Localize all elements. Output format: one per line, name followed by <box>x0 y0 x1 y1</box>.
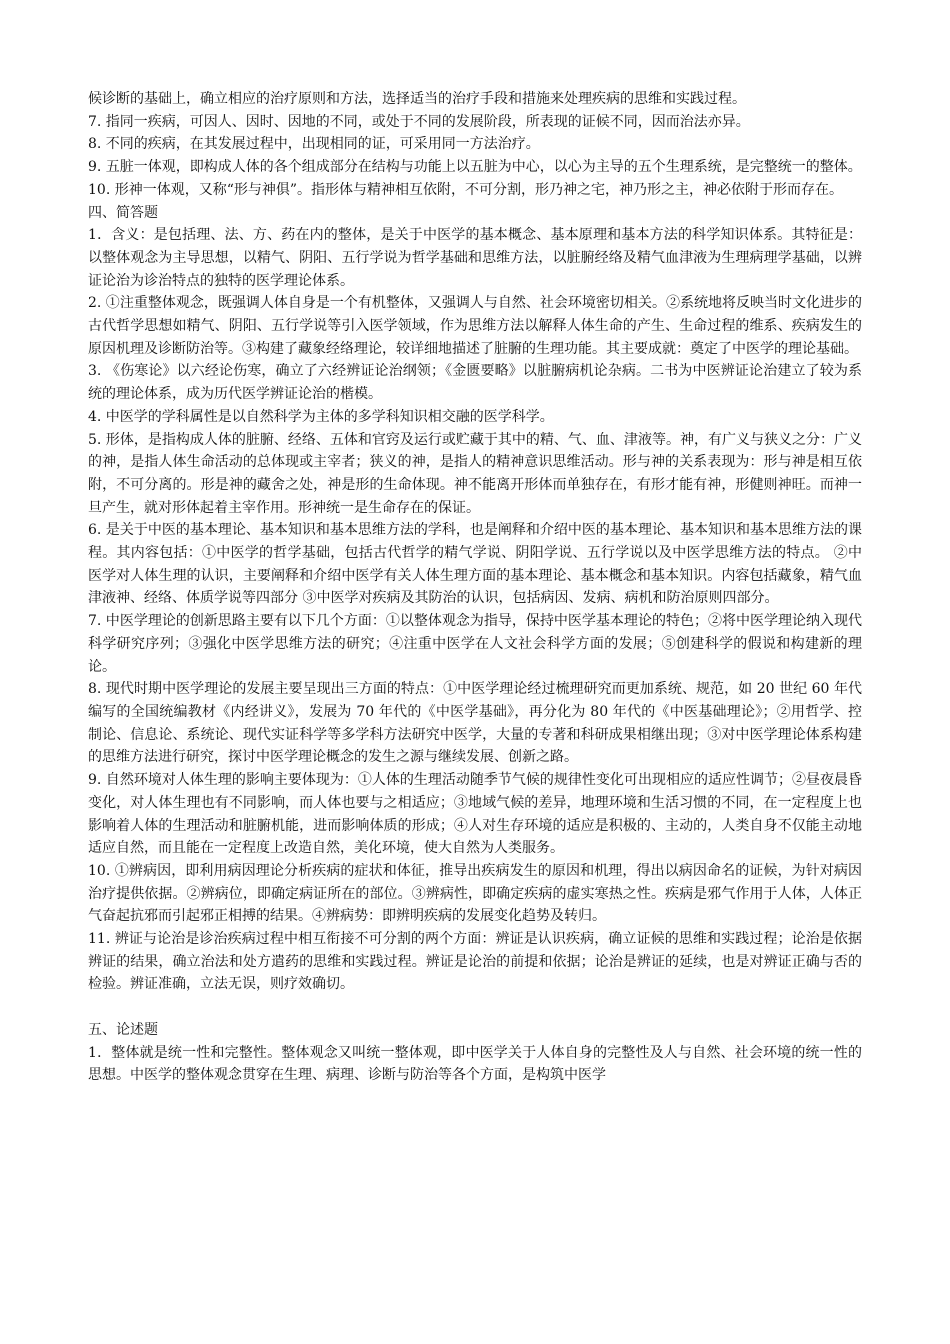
answer-item-9: 9. 自然环境对人体生理的影响主要体现为：①人体的生理活动随季节气候的规律性变化可出现相应的适应性调节；②昼夜晨昏变化，对人体生理也有不同影响，而人体也要与之相适应；③地域气候的差异，地理环境和生活习惯的不同，在一定程度上也影响着人体的生理活动和脏腑机能，进而影响体质的形成；④人对生存环境的适应是积极的、主动的，人类自身不仅能主动地适应自然，而且能在一定程度上改造自然，美化环境，使大自然为人类服务。 <box>88 772 862 857</box>
answer-item-11: 11. 辨证与论治是诊治疾病过程中相互衔接不可分割的两个方面：辨证是认识疾病，确立证候的思维和实践过程；论治是依据辨证的结果，确立治法和处方遣药的思维和实践过程。辨证是论治的前提和依据；论治是辨证的延续，也是对辨证正确与否的检验。辨证准确，立法无误，则疗效确切。 <box>88 931 862 993</box>
answer-item-10: 10. ①辨病因，即利用病因理论分析疾病的症状和体征，推导出疾病发生的原因和机理，得出以病因命名的证候，为针对病因治疗提供依据。②辨病位，即确定病证所在的部位。③辨病性，即确定疾病的虚实寒热之性。疾病是邪气作用于人体，人体正气奋起抗邪而引起邪正相搏的结果。④辨病势：即辨明疾病的发展变化趋势及转归。 <box>88 862 862 925</box>
answer-item-6: 6. 是关于中医的基本理论、基本知识和基本思维方法的学科，也是阐释和介绍中医的基本理论、基本知识和基本思维方法的课程。其内容包括：①中医学的哲学基础，包括古代哲学的精气学说、阴阳学说、五行学说以及中医学思维方法的特点。 ②中医学对人体生理的认识，主要阐释和介绍中医学有关人体生理方面的基本理论、基本概念和基本知识。内容包括藏象，精气血津液神、经络、体质学说等四部分 ③中医学对疾病及其防治的认识，包括病因、发病、病机和防治原则四部分。 <box>88 522 862 607</box>
answer-item-4: 4. 中医学的学科属性是以自然科学为主体的多学科知识相交融的医学科学。 <box>88 408 554 425</box>
paragraph-item-8: 8. 不同的疾病，在其发展过程中，出现相同的证，可采用同一方法治疗。 <box>88 136 540 153</box>
paragraph-continuation: 候诊断的基础上，确立相应的治疗原则和方法，选择适当的治疗手段和措施来处理疾病的思维和实践过程。 <box>88 91 746 107</box>
section-title-short-answer: 四、简答题 <box>88 204 158 221</box>
paragraph-item-7: 7. 指同一疾病，可因人、因时、因地的不同，或处于不同的发展阶段，所表现的证候不同，因而治法亦异。 <box>88 113 750 130</box>
answer-item-7: 7. 中医学理论的创新思路主要有以下几个方面：①以整体观念为指导，保持中医学基本理论的特色；②将中医学理论纳入现代科学研究序列；③强化中医学思维方法的研究；④注重中医学在人文社会科学方面的发展；⑤创建科学的假说和构建新的理论。 <box>88 613 862 675</box>
document-page <box>88 88 862 1087</box>
answer-item-8: 8. 现代时期中医学理论的发展主要呈现出三方面的特点：①中医学理论经过梳理研究而更加系统、规范，如 20 世纪 60 年代编写的全国统编教材《内经讲义》，发展为 70 年代的《中医学基础》，再分化为 80 年代的《中医基础理论》；②用哲学、控制论、信息论、系统论、现代实证科学等多学科方法研究中医学，大量的专著和科研成果相继出现；③对中医学理论体系构建的思维方法进行研究，探讨中医学理论概念的发生之源与继续发展、创新之路。 <box>88 681 862 766</box>
paragraph-item-9: 9. 五脏一体观，即构成人体的各个组成部分在结构与功能上以五脏为中心，以心为主导的五个生理系统，是完整统一的整体。 <box>88 159 862 176</box>
section-title-essay: 五、论述题 <box>88 1021 158 1038</box>
answer-item-5: 5. 形体，是指构成人体的脏腑、经络、五体和官窍及运行或贮藏于其中的精、气、血、津液等。神，有广义与狭义之分：广义的神，是指人体生命活动的总体现或主宰者；狭义的神，是指人的精神意识思维活动。形与神的关系表现为：形与神是相互依附，不可分离的。形是神的藏舍之处，神是形的生命体现。神不能离开形体而单独存在，有形才能有神，形健则神旺。而神一旦产生，就对形体起着主宰作用。形神统一是生命存在的保证。 <box>88 431 862 516</box>
blank-line <box>88 996 862 1019</box>
paragraph-item-10: 10. 形神一体观，又称“形与神俱”。指形体与精神相互依附，不可分割，形乃神之宅，神乃形之主，神必依附于形而存在。 <box>88 181 844 198</box>
answer-item-2: 2. ①注重整体观念，既强调人体自身是一个有机整体，又强调人与自然、社会环境密切相关。②系统地将反映当时文化进步的古代哲学思想如精气、阴阳、五行学说等引入医学领域，作为思维方法以解释人体生命的产生、生命过程的维系、疾病发生的原因机理及诊断防治等。③构建了藏象经络理论，较详细地描述了脏腑的生理功能。其主要成就：奠定了中医学的理论基础。 <box>88 295 862 357</box>
answer-item-1: 1．含义：是包括理、法、方、药在内的整体，是关于中医学的基本概念、基本原理和基本方法的科学知识体系。其特征是：以整体观念为主导思想，以精气、阴阳、五行学说为哲学基础和思维方法，以脏腑经络及精气血津液为生理病理学基础，以辨证论治为诊治特点的独特的医学理论体系。 <box>88 227 862 289</box>
answer-item-3: 3. 《伤寒论》以六经论伤寒，确立了六经辨证论治纲领；《金匮要略》以脏腑病机论杂病。二书为中医辨证论治建立了较为系统的理论体系，成为历代医学辨证论治的楷模。 <box>88 363 862 403</box>
essay-item-1: 1．整体就是统一性和完整性。整体观念又叫统一整体观，即中医学关于人体自身的完整性及人与自然、社会环境的统一性的思想。中医学的整体观念贯穿在生理、病理、诊断与防治等各个方面，是构筑中医学 <box>88 1044 862 1084</box>
